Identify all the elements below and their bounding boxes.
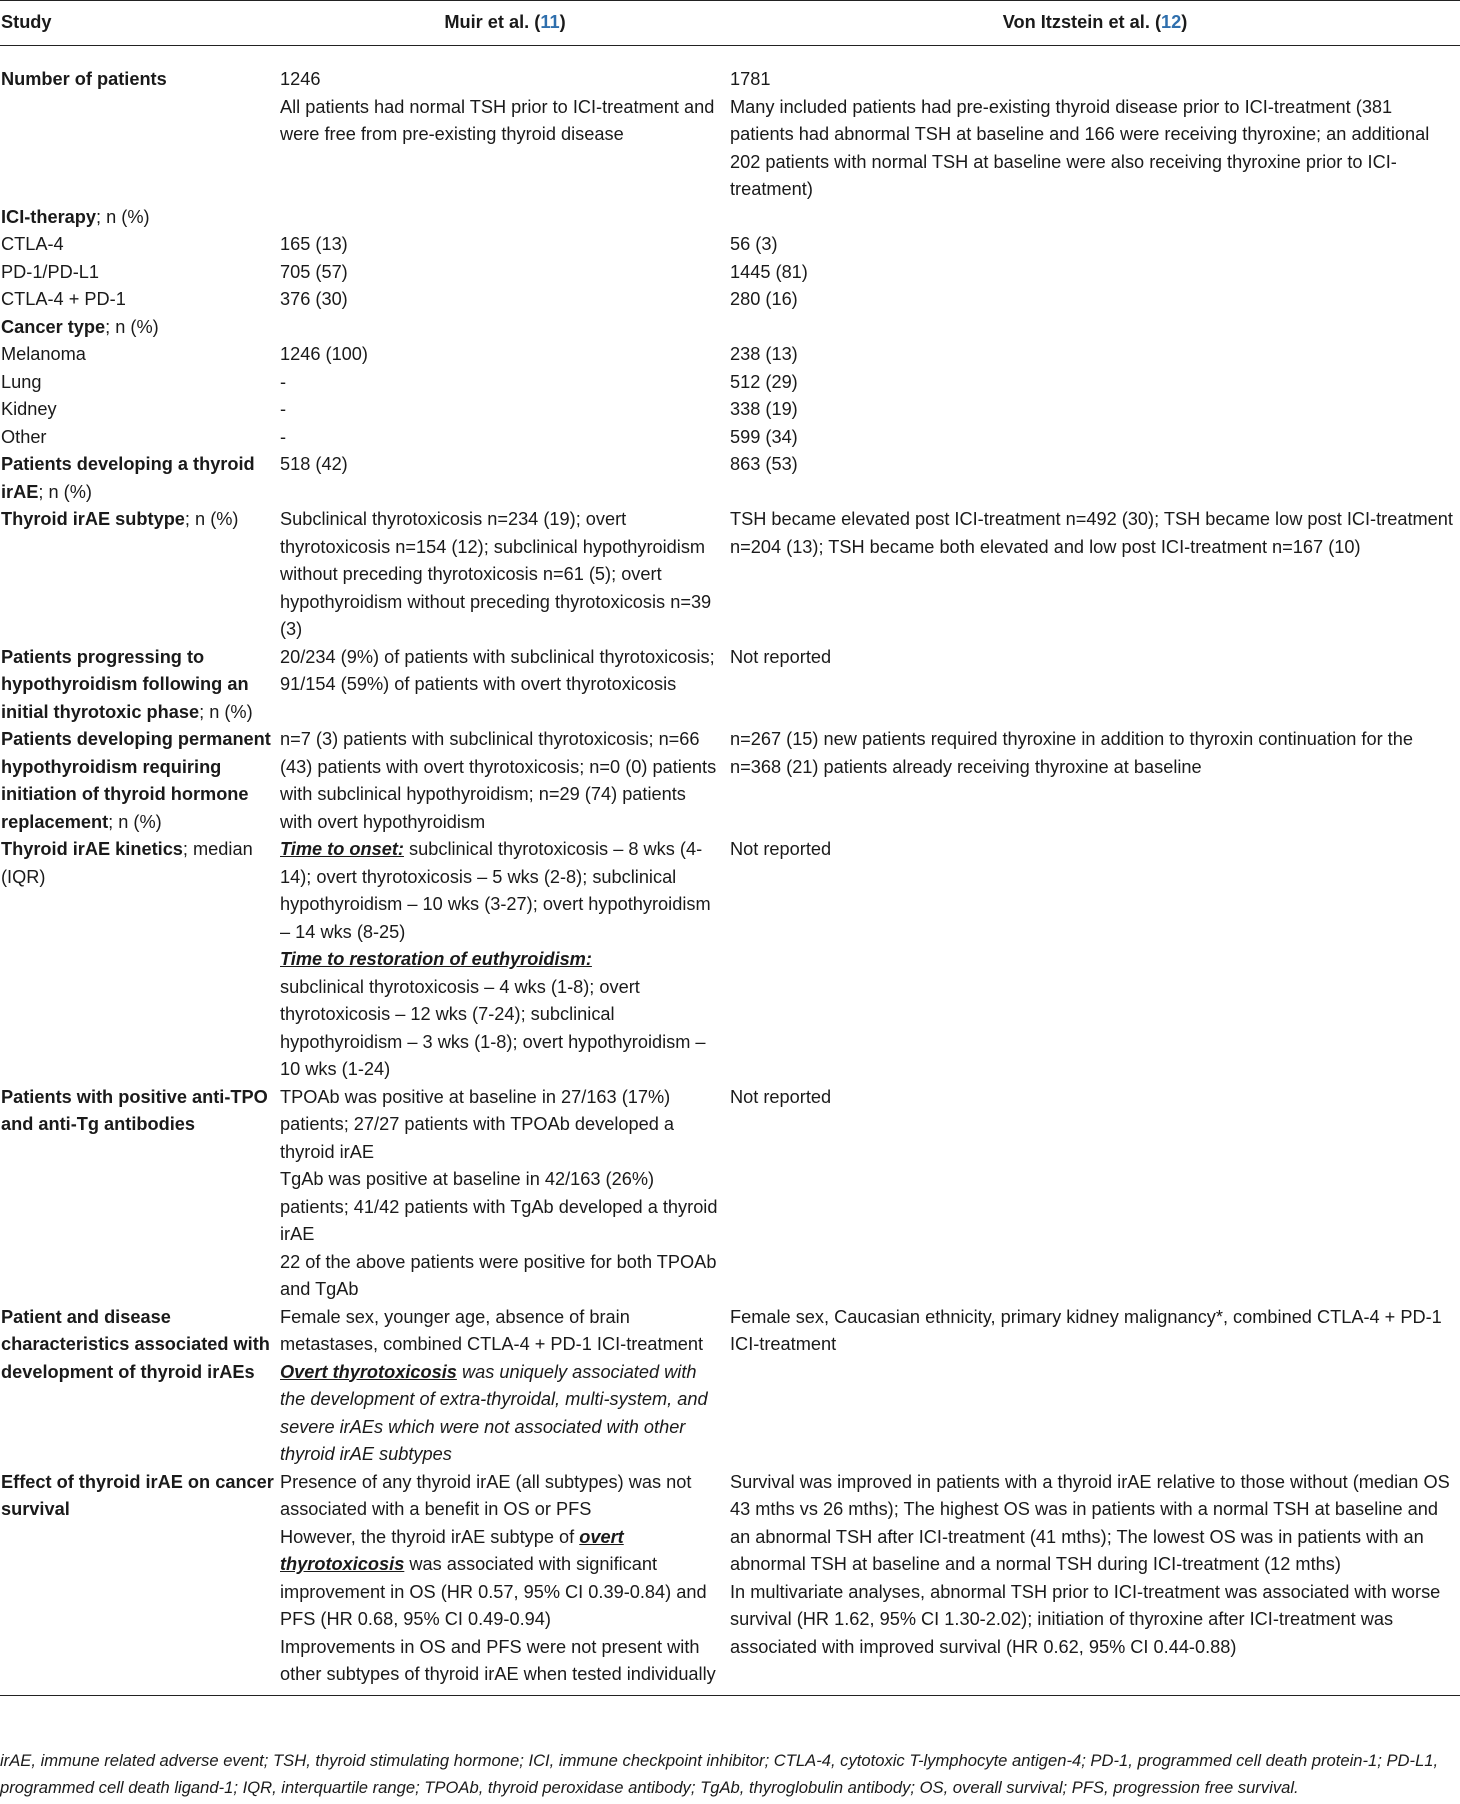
row-label <box>0 314 280 342</box>
muir-cell <box>280 1469 730 1696</box>
von-note: Many included patients had pre-existing thyroid disease prior to ICI-treatment (381 patients had abnormal TSH at baseline and 166 were receiving thyroxine; an additional 202 patients with normal TSH at baseline were also receiving thyroxine prior to ICI-treatment) <box>730 96 1430 199</box>
row-label: Kidney <box>1 399 57 419</box>
header-muir <box>280 1 730 46</box>
table-row <box>0 1084 1460 1304</box>
reference-link-11[interactable]: 11 <box>540 12 560 33</box>
muir-cell: 165 (13) <box>280 234 348 254</box>
row-label: PD-1/PD-L1 <box>1 261 100 282</box>
muir-cell <box>280 46 730 204</box>
table-row <box>0 1469 1460 1696</box>
header-muir-author: Muir et al. ( <box>444 12 541 33</box>
survival-any-subtype: Presence of any thyroid irAE (all subtypes) was not associated with a benefit in OS or PFS <box>280 1471 692 1519</box>
table-footnote: irAE, immune related adverse event; TSH, thyroid stimulating hormone; ICI, immune checkpoint inhibitor; CTLA-4, cytotoxic T-lymphocyte antigen-4; PD-1, programmed cell death protein-1; PD-L1, programmed cell death ligand-1; IQR, interquartile range; TPOAb, thyroid peroxidase antibody; TgAb, thyroglobulin antibody; OS, overall survival; PFS, progression free survival. <box>0 1751 1439 1797</box>
header-von-close: ) <box>1181 12 1188 33</box>
von-cell: 280 (16) <box>730 289 798 309</box>
row-label <box>0 836 280 1084</box>
row-label: Melanoma <box>1 344 86 364</box>
table-row <box>0 726 1460 836</box>
muir-cell: - <box>280 399 287 419</box>
survival-other-subtypes: Improvements in OS and PFS were not present with other subtypes of thyroid irAE when tested individually <box>280 1636 716 1684</box>
table-row <box>0 204 1460 232</box>
overt-thyrotoxicosis-note <box>280 1359 722 1469</box>
row-label-rest: ; n (%) <box>105 316 159 337</box>
muir-cell: 376 (30) <box>280 289 348 309</box>
heading-time-to-restoration: Time to restoration of euthyroidism: <box>280 949 592 969</box>
table-row <box>0 836 1460 1084</box>
muir-cell: n=7 (3) patients with subclinical thyrotoxicosis; n=66 (43) patients with overt thyrotoxicosis; n=0 (0) patients with subclinical hypothyroidism; n=29 (74) patients with overt hypothyroidism <box>280 729 717 832</box>
row-label-rest: ; n (%) <box>184 509 239 529</box>
table-row <box>0 644 1460 727</box>
table-row <box>0 46 1460 204</box>
table-row <box>0 451 1460 506</box>
table-row <box>0 286 1460 314</box>
row-label <box>0 506 280 644</box>
row-label-rest: ; n (%) <box>96 206 150 227</box>
muir-cell <box>280 1304 730 1469</box>
table-row <box>0 314 1460 342</box>
overt-thyrotoxicosis-heading: Overt thyrotoxicosis <box>280 1361 457 1382</box>
characteristics-text: Female sex, younger age, absence of brain metastases, combined CTLA-4 + PD-1 ICI-treatment <box>280 1306 704 1354</box>
tpoab-text: TPOAb was positive at baseline in 27/163 (17%) patients; 27/27 patients with TPOAb developed a thyroid irAE <box>280 1086 674 1162</box>
row-label-bold: Cancer type <box>1 316 106 337</box>
table-row <box>0 424 1460 452</box>
row-label-bold: Thyroid irAE kinetics <box>1 839 183 859</box>
row-label: Number of patients <box>1 69 167 89</box>
row-label: Patient and disease characteristics associated with development of thyroid irAEs <box>1 1306 270 1382</box>
header-von-author: Von Itzstein et al. ( <box>1002 12 1162 33</box>
von-cell: 599 (34) <box>730 426 798 447</box>
von-cell: 238 (13) <box>730 344 798 364</box>
muir-cell <box>280 836 730 1084</box>
survival-overt-a: However, the thyroid irAE subtype of <box>280 1526 580 1547</box>
row-label <box>0 451 280 506</box>
von-cell: Not reported <box>730 1086 832 1107</box>
row-label-rest: ; n (%) <box>199 701 253 722</box>
survival-overt-heading: overt thyrotoxicosis <box>280 1526 624 1574</box>
von-cell: Not reported <box>730 839 832 859</box>
von-cell: TSH became elevated post ICI-treatment n=492 (30); TSH became low post ICI-treatment n=204 (13); TSH became both elevated and low post ICI-treatment n=167 (10) <box>730 509 1453 557</box>
von-cell <box>730 314 1460 342</box>
muir-note: All patients had normal TSH prior to ICI-treatment and were free from pre-existing thyroid disease <box>280 96 715 144</box>
restoration-text: subclinical thyrotoxicosis – 4 wks (1-8); overt thyrotoxicosis – 12 wks (7-24); subclinical hypothyroidism – 3 wks (1-8); overt hypothyroidism – 10 wks (1-24) <box>280 976 706 1079</box>
row-label: Lung <box>1 371 42 392</box>
muir-cell: 705 (57) <box>280 261 348 282</box>
onset-text: subclinical thyrotoxicosis – 8 wks (4-14); overt thyrotoxicosis – 5 wks (2-8); subclinical hypothyroidism – 10 wks (3-27); overt hypothyroidism – 14 wks (8-25) <box>280 839 711 942</box>
row-label: CTLA-4 + PD-1 <box>1 289 126 309</box>
survival-von-p1: Survival was improved in patients with a thyroid irAE relative to those without (median OS 43 mths vs 26 mths); The highest OS was in patients with a normal TSH at baseline and an abnormal TSH after ICI-treatment (41 mths); The lowest OS was in patients with an abnormal TSH at baseline and a normal TSH during ICI-treatment (12 mths) <box>730 1471 1450 1574</box>
table-header-row <box>0 1 1460 46</box>
muir-cell <box>280 1084 730 1304</box>
von-cell: 863 (53) <box>730 454 798 474</box>
overt-thyrotoxicosis-text: was uniquely associated with the development of extra-thyroidal, multi-system, and severe irAEs which were not associated with other thyroid irAE subtypes <box>280 1361 708 1464</box>
kinetics-onset <box>280 836 722 946</box>
row-label-rest: ; n (%) <box>38 481 92 502</box>
row-label-bold: Patients developing a thyroid irAE <box>1 454 255 502</box>
row-label-bold: Thyroid irAE subtype <box>1 509 185 529</box>
von-cell <box>730 46 1460 204</box>
heading-time-to-onset: Time to onset: <box>280 839 404 859</box>
muir-cell: - <box>280 371 287 392</box>
muir-cell: - <box>280 426 287 447</box>
row-label <box>0 726 280 836</box>
muir-cell <box>280 204 730 232</box>
row-label-bold: Patients progressing to hypothyroidism following an initial thyrotoxic phase <box>1 646 249 722</box>
kinetics-restoration-heading <box>280 946 722 974</box>
table-row <box>0 1304 1460 1469</box>
von-cell: Not reported <box>730 646 832 667</box>
row-label-bold: Patients developing permanent hypothyroidism requiring initiation of thyroid hormone replacement <box>1 729 271 832</box>
row-label <box>0 644 280 727</box>
row-label: Patients with positive anti-TPO and anti-Tg antibodies <box>1 1086 268 1134</box>
table-row <box>0 506 1460 644</box>
tgab-text: TgAb was positive at baseline in 42/163 (26%) patients; 41/42 patients with TgAb developed a thyroid irAE <box>280 1169 718 1244</box>
row-label-rest: ; median (IQR) <box>1 839 253 887</box>
survival-overt <box>280 1524 722 1634</box>
von-cell <box>730 204 1460 232</box>
muir-cell: 518 (42) <box>280 454 348 474</box>
row-label-rest: ; n (%) <box>108 811 162 832</box>
von-cell: 338 (19) <box>730 399 798 419</box>
reference-link-12[interactable]: 12 <box>1161 12 1182 33</box>
table-row <box>0 341 1460 369</box>
von-cell: n=267 (15) new patients required thyroxine in addition to thyroxin continuation for the n=368 (21) patients already receiving thyroxine at baseline <box>730 729 1413 777</box>
von-cell: 1445 (81) <box>730 261 808 282</box>
von-cell: Female sex, Caucasian ethnicity, primary kidney malignancy*, combined CTLA-4 + PD-1 ICI-treatment <box>730 1306 1442 1354</box>
table-row <box>0 259 1460 287</box>
muir-cell: Subclinical thyrotoxicosis n=234 (19); overt thyrotoxicosis n=154 (12); subclinical hypothyroidism without preceding thyrotoxicosis n=61 (5); overt hypothyroidism without preceding thyrotoxicosis n=39 (3) <box>280 509 712 639</box>
muir-cell <box>280 314 730 342</box>
von-cell: 56 (3) <box>730 234 778 254</box>
table-row <box>0 396 1460 424</box>
row-label: Effect of thyroid irAE on cancer survival <box>0 1469 280 1696</box>
header-study: Study <box>0 1 280 46</box>
von-count: 1781 <box>730 69 771 89</box>
von-cell <box>730 1469 1460 1696</box>
von-cell: 512 (29) <box>730 371 798 392</box>
muir-cell: 20/234 (9%) of patients with subclinical thyrotoxicosis; 91/154 (59%) of patients with overt thyrotoxicosis <box>280 646 715 694</box>
both-antibodies-text: 22 of the above patients were positive for both TPOAb and TgAb <box>280 1251 717 1299</box>
survival-overt-b: was associated with significant improvement in OS (HR 0.57, 95% CI 0.39-0.84) and PFS (HR 0.68, 95% CI 0.49-0.94) <box>280 1554 707 1629</box>
muir-cell: 1246 (100) <box>280 344 368 364</box>
header-muir-close: ) <box>559 12 566 33</box>
table-row <box>0 369 1460 397</box>
header-von-itzstein <box>730 1 1460 46</box>
row-label: Other <box>1 426 47 447</box>
row-label: CTLA-4 <box>1 234 64 254</box>
row-label <box>0 204 280 232</box>
row-label-bold: ICI-therapy <box>1 206 96 227</box>
table-row <box>0 231 1460 259</box>
survival-von-p2: In multivariate analyses, abnormal TSH prior to ICI-treatment was associated with worse survival (HR 1.62, 95% CI 1.30-2.02); initiation of thyroxine after ICI-treatment was associated with improved survival (HR 0.62, 95% CI 0.44-0.88) <box>730 1581 1441 1657</box>
muir-count: 1246 <box>280 69 321 89</box>
